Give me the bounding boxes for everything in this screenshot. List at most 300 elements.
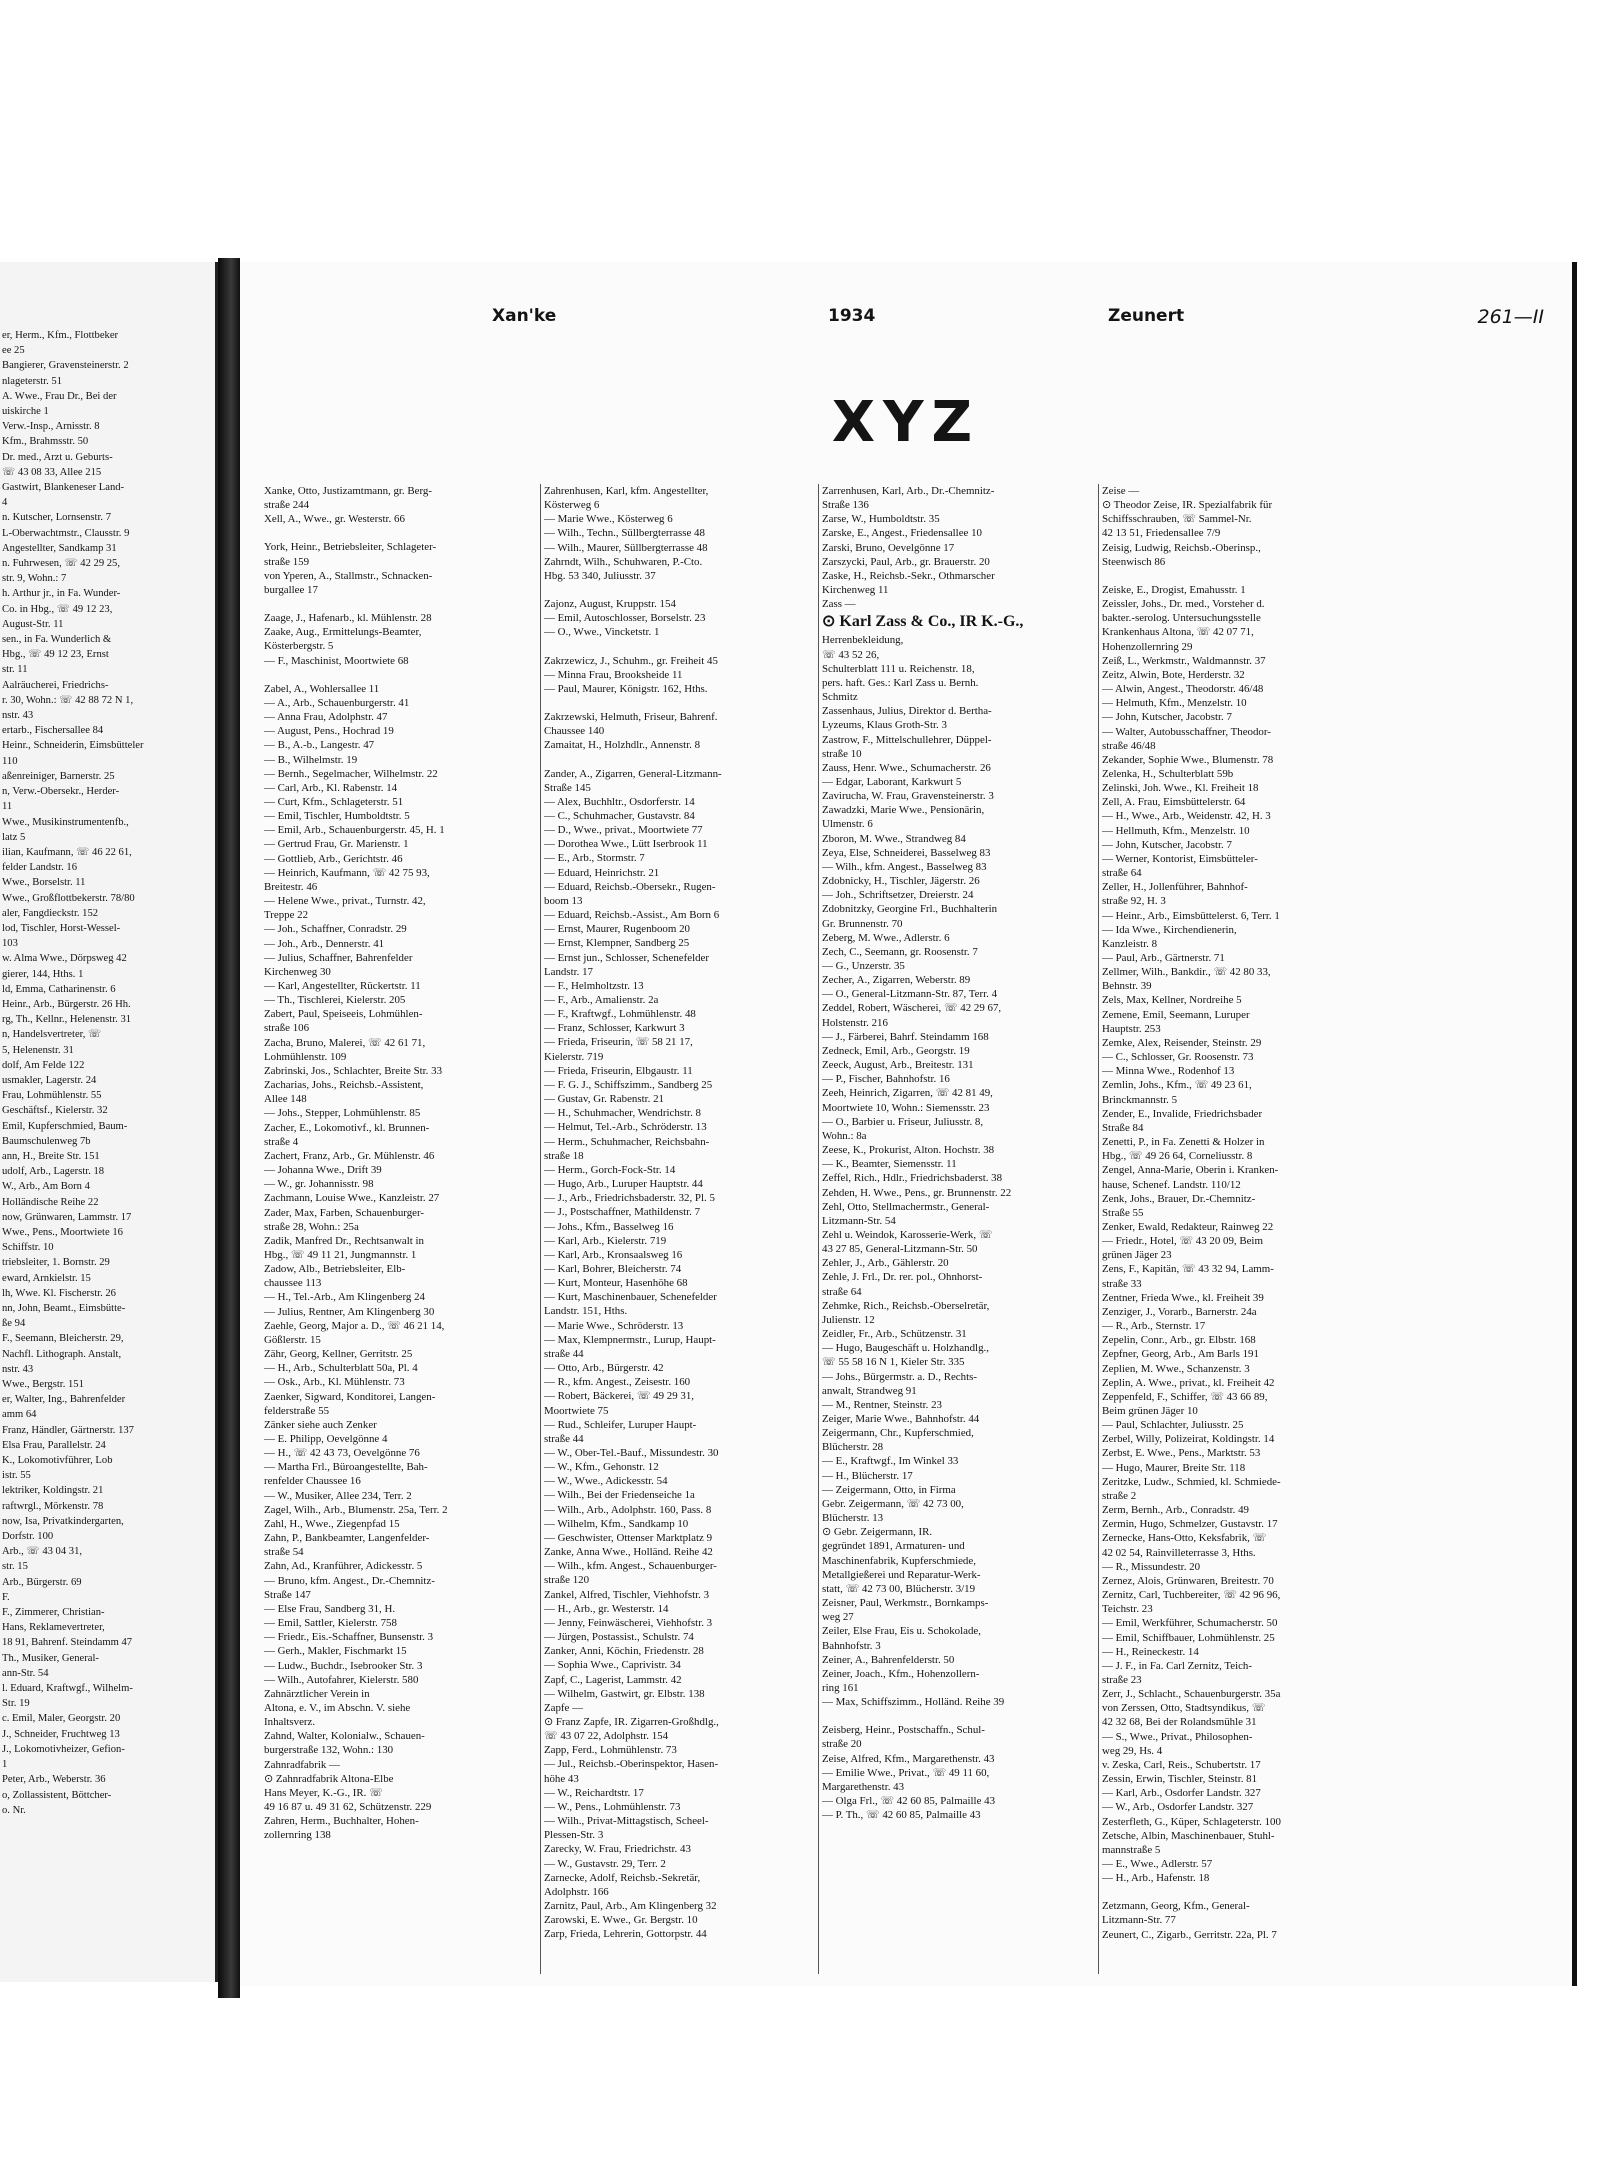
directory-entry-line: — O., General-Litzmann-Str. 87, Terr. 4 xyxy=(822,988,998,1001)
column-3 xyxy=(822,484,1092,1974)
directory-entry-line: Blücherstr. 13 xyxy=(822,1512,884,1525)
directory-entry-line: weg 29, Hs. 4 xyxy=(1102,1744,1163,1757)
directory-entry-line: Zeya, Else, Schneiderei, Basselweg 83 xyxy=(822,846,991,859)
previous-page-line: K., Lokomotivführer, Lob xyxy=(2,1455,113,1467)
previous-page-line: Holländische Reihe 22 xyxy=(2,1196,99,1208)
directory-entry-line: Kösterbergstr. 5 xyxy=(264,640,334,653)
previous-page-line: n, Verw.-Obersekr., Herder- xyxy=(2,786,120,798)
directory-entry-line: — H., Reineckestr. 14 xyxy=(1102,1645,1199,1658)
directory-entry-line: Zecher, A., Zigarren, Weberstr. 89 xyxy=(822,974,971,987)
directory-entry-line: — W., Gustavstr. 29, Terr. 2 xyxy=(544,1857,666,1870)
directory-entry-line: straße 23 xyxy=(1102,1673,1142,1686)
directory-entry-line: Zehl, Otto, Stellmachermstr., General- xyxy=(822,1200,990,1213)
previous-page-line: Franz, Händler, Gärtnerstr. 137 xyxy=(2,1424,134,1436)
directory-entry-line: — Sophia Wwe., Caprivistr. 34 xyxy=(544,1659,681,1672)
directory-entry-line: — H., Schuhmacher, Wendrichstr. 8 xyxy=(544,1107,701,1120)
directory-entry-line: — Emil, Arb., Schauenburgerstr. 45, H. 1 xyxy=(264,824,445,837)
directory-entry-line: — Ludw., Buchdr., Isebrooker Str. 3 xyxy=(264,1659,423,1672)
directory-entry-line: Zahn, Ad., Kranführer, Adickesstr. 5 xyxy=(264,1560,423,1573)
directory-entry-line: — R., Missundestr. 20 xyxy=(1102,1560,1201,1573)
directory-entry-line: — Kurt, Maschinenbauer, Schenefelder xyxy=(544,1291,717,1304)
directory-entry-line: — H., Arb., Hafenstr. 18 xyxy=(1102,1872,1210,1885)
column-4 xyxy=(1102,484,1372,1974)
directory-entry-line: Zader, Max, Farben, Schauenburger- xyxy=(264,1206,425,1219)
directory-entry-line: straße 64 xyxy=(1102,867,1142,880)
previous-page-line: h. Arthur jr., in Fa. Wunder- xyxy=(2,588,121,600)
previous-page-line: ☏ 43 08 33, Allee 215 xyxy=(2,466,102,478)
directory-entry-line: — Hellmuth, Kfm., Menzelstr. 10 xyxy=(1102,824,1250,837)
previous-page-line: nstr. 43 xyxy=(2,1363,34,1375)
directory-entry-line: — Johs., Kfm., Basselweg 16 xyxy=(544,1220,674,1233)
directory-entry-line: Kösterweg 6 xyxy=(544,499,600,512)
directory-entry-line: Beim grünen Jäger 10 xyxy=(1102,1405,1198,1417)
directory-entry-line: Zeberg, M. Wwe., Adlerstr. 6 xyxy=(822,931,950,944)
directory-entry-line: Landstr. 151, Hths. xyxy=(544,1305,628,1318)
directory-entry-line: Zavirucha, W. Frau, Gravensteinerstr. 3 xyxy=(822,790,994,803)
directory-entry-line: Straße 136 xyxy=(822,499,869,512)
directory-entry-line: — F., Arb., Amalienstr. 2a xyxy=(544,994,659,1006)
previous-page-line: gierer, 144, Hths. 1 xyxy=(2,968,84,980)
directory-entry-line: — Ida Wwe., Kirchendienerin, xyxy=(1102,923,1237,936)
previous-page-line: str. 11 xyxy=(2,664,28,676)
previous-page-line: usmakler, Lagerstr. 24 xyxy=(2,1074,97,1086)
header-year: 1934 xyxy=(828,306,876,326)
previous-page-line: nstr. 43 xyxy=(2,710,34,722)
directory-entry-line: Zass — xyxy=(822,598,856,611)
column-rule xyxy=(818,484,819,1974)
directory-entry-line: — Gustav, Gr. Rabenstr. 21 xyxy=(544,1093,664,1106)
directory-entry-line: — Wilh., Bei der Friedenseiche 1a xyxy=(544,1489,695,1502)
previous-page-line: felder Landstr. 16 xyxy=(2,862,78,874)
directory-entry-line: hause, Schenef. Landstr. 110/12 xyxy=(1102,1178,1241,1191)
directory-entry-line: — Emil, Autoschlosser, Borselstr. 23 xyxy=(544,612,706,625)
directory-entry-line: Bahnhofstr. 3 xyxy=(822,1639,881,1652)
directory-entry-line: Breitestr. 46 xyxy=(264,880,318,893)
directory-entry-line: Zeiger, Marie Wwe., Bahnhofstr. 44 xyxy=(822,1413,980,1425)
directory-entry-line: zollernring 138 xyxy=(264,1829,331,1842)
previous-page-line: ann, H., Breite Str. 151 xyxy=(2,1150,100,1162)
directory-entry-line xyxy=(1102,569,1372,583)
directory-entry-line: — K., Beamter, Siemensstr. 11 xyxy=(822,1158,957,1171)
directory-entry-line: Zens, F., Kapitän, ☏ 43 32 94, Lamm- xyxy=(1102,1263,1274,1276)
directory-entry-line: — Johs., Stepper, Lohmühlenstr. 85 xyxy=(264,1107,421,1120)
directory-entry-line: Zahl, H., Wwe., Ziegenpfad 15 xyxy=(264,1517,400,1530)
directory-entry-line: Inhaltsverz. xyxy=(264,1716,316,1729)
directory-entry-line: — Walter, Autobusschaffner, Theodor- xyxy=(1102,725,1271,738)
directory-entry-line: Zähr, Georg, Kellner, Gerritstr. 25 xyxy=(264,1348,413,1361)
previous-page-line: n, Handelsvertreter, ☏ xyxy=(2,1029,102,1041)
directory-entry-line: — Frieda, Friseurin, ☏ 58 21 17, xyxy=(544,1036,693,1049)
previous-page-line: er, Walter, Ing., Bahrenfelder xyxy=(2,1394,126,1406)
directory-entry-line: — Emil, Schiffbauer, Lohmühlenstr. 25 xyxy=(1102,1631,1275,1644)
directory-entry-line: straße 159 xyxy=(264,555,310,568)
directory-entry-line: — R., Arb., Sternstr. 17 xyxy=(1102,1320,1206,1333)
directory-entry-line: Plessen-Str. 3 xyxy=(544,1829,604,1842)
directory-entry-line: — Wilh., Techn., Süllbergterrasse 48 xyxy=(544,527,705,540)
directory-entry-line: Zachmann, Louise Wwe., Kanzleistr. 27 xyxy=(264,1192,440,1205)
directory-entry-line: Zenetti, P., in Fa. Zenetti & Holzer in xyxy=(1102,1136,1265,1149)
directory-entry-line: Zamaitat, H., Holzhdlr., Annenstr. 8 xyxy=(544,739,701,752)
directory-entry-line: — Th., Tischlerei, Kielerstr. 205 xyxy=(264,994,406,1007)
directory-entry-line: — John, Kutscher, Jacobstr. 7 xyxy=(1102,711,1232,724)
directory-entry-line: Zagel, Wilh., Arb., Blumenstr. 25a, Terr. 2 xyxy=(264,1503,448,1516)
directory-entry-line: — Karl, Angestellter, Rückertstr. 11 xyxy=(264,980,421,992)
directory-entry-line: Zdobnicky, H., Tischler, Jägerstr. 26 xyxy=(822,875,980,888)
directory-entry-line: Zell, A. Frau, Eimsbüttelerstr. 64 xyxy=(1102,796,1246,809)
directory-entry-line: — August, Pens., Hochrad 19 xyxy=(264,725,394,738)
directory-entry-line: Zetsche, Albin, Maschinenbauer, Stuhl- xyxy=(1102,1829,1275,1842)
directory-entry-line: Zenker, Ewald, Redakteur, Rainweg 22 xyxy=(1102,1220,1274,1233)
directory-entry-line: ⊙ Zahnradfabrik Altona-Elbe xyxy=(264,1772,394,1785)
directory-entry-line: — Carl, Arb., Kl. Rabenstr. 14 xyxy=(264,781,398,794)
directory-entry-line: Blücherstr. 28 xyxy=(822,1441,884,1454)
directory-entry-line: Litzmann-Str. 54 xyxy=(822,1214,896,1227)
directory-entry-line: — H., ☏ 42 43 73, Oevelgönne 76 xyxy=(264,1447,420,1460)
directory-entry-line: — Curt, Kfm., Schlageterstr. 51 xyxy=(264,795,404,808)
directory-entry-line: — O., Wwe., Vincketstr. 1 xyxy=(544,626,660,639)
previous-page-line: Dr. med., Arzt u. Geburts- xyxy=(2,451,113,463)
directory-entry-line: — Rud., Schleifer, Luruper Haupt- xyxy=(544,1418,697,1431)
previous-page-line: sen., in Fa. Wunderlich & xyxy=(2,634,112,646)
previous-page-line: A. Wwe., Frau Dr., Bei der xyxy=(2,390,117,402)
directory-entry-line: renfelder Chaussee 16 xyxy=(264,1475,361,1488)
directory-entry-line: Zeissler, Johs., Dr. med., Vorsteher d. xyxy=(1102,598,1265,611)
directory-entry-line: — Emil, Tischler, Humboldtstr. 5 xyxy=(264,810,410,823)
directory-entry-line: Zech, C., Seemann, gr. Roosenstr. 7 xyxy=(822,945,978,958)
directory-entry-line: — F. G. J., Schiffszimm., Sandberg 25 xyxy=(544,1078,713,1091)
directory-entry-line: Hans Meyer, K.-G., IR. ☏ xyxy=(264,1786,383,1799)
previous-page-line: o, Zollassistent, Böttcher- xyxy=(2,1789,112,1801)
directory-entry-line: — W., Pens., Lohmühlenstr. 73 xyxy=(544,1800,681,1813)
directory-entry-line: Hbg., ☏ 49 11 21, Jungmannstr. 1 xyxy=(264,1248,417,1261)
directory-entry-line: — Anna Frau, Adolphstr. 47 xyxy=(264,711,388,724)
directory-entry-line: Zernez, Alois, Grünwaren, Breitestr. 70 xyxy=(1102,1574,1274,1587)
directory-entry-line: Zerbel, Willy, Polizeirat, Koldingstr. 14 xyxy=(1102,1433,1275,1446)
directory-entry-line: — Wilhelm, Kfm., Sandkamp 10 xyxy=(544,1517,689,1530)
directory-entry-line: Zeisberg, Heinr., Postschaffn., Schul- xyxy=(822,1724,985,1737)
directory-entry-line: — Martha Frl., Büroangestellte, Bah- xyxy=(264,1461,428,1474)
directory-entry-line: — Marie Wwe., Kösterweg 6 xyxy=(544,513,673,526)
previous-page-line: Co. in Hbg., ☏ 49 12 23, xyxy=(2,603,113,615)
directory-entry-line: ☏ 43 07 22, Adolphstr. 154 xyxy=(544,1730,669,1743)
directory-entry-line: — Helmut, Tel.-Arb., Schröderstr. 13 xyxy=(544,1121,707,1134)
previous-page-line: Nachfl. Lithograph. Anstalt, xyxy=(2,1348,122,1360)
directory-entry-line: Hbg. 53 340, Juliusstr. 37 xyxy=(544,569,656,582)
directory-entry-line: — O., Barbier u. Friseur, Juliusstr. 8, xyxy=(822,1115,984,1128)
previous-page-line: ertarb., Fischersallee 84 xyxy=(2,725,104,737)
directory-entry-line: Altona, e. V., im Abschn. V. siehe xyxy=(264,1701,411,1714)
previous-page-line: dolf, Am Felde 122 xyxy=(2,1059,85,1071)
directory-entry-line: — Wilh., Arb., Adolphstr. 160, Pass. 8 xyxy=(544,1503,712,1516)
directory-entry-line xyxy=(544,640,814,654)
directory-entry-line: — Robert, Bäckerei, ☏ 49 29 31, xyxy=(544,1390,695,1403)
directory-entry-line: Zentner, Frieda Wwe., kl. Freiheit 39 xyxy=(1102,1291,1264,1304)
directory-entry-line: Metallgießerei und Reparatur-Werk- xyxy=(822,1568,981,1581)
previous-page-line: J., Schneider, Fruchtweg 13 xyxy=(2,1728,120,1740)
previous-page-line: o. Nr. xyxy=(2,1804,26,1816)
previous-page-line: latz 5 xyxy=(2,831,26,843)
directory-entry-line: — Hugo, Baugeschäft u. Holzhandlg., xyxy=(822,1342,989,1355)
directory-entry-line: — Bernh., Segelmacher, Wilhelmstr. 22 xyxy=(264,767,438,780)
directory-entry-line: — F., Maschinist, Moortwiete 68 xyxy=(264,654,409,667)
directory-entry-line: Allee 148 xyxy=(264,1093,307,1106)
running-header xyxy=(260,306,1552,336)
directory-entry-line: gegründet 1891, Armaturen- und xyxy=(822,1540,965,1553)
directory-entry-line: Zajonz, August, Kruppstr. 154 xyxy=(544,598,676,611)
directory-entry-line: — Jenny, Feinwäscherei, Viehhofstr. 3 xyxy=(544,1616,713,1629)
previous-page-line: ße 94 xyxy=(2,1318,26,1330)
previous-page-line: Aalräucherei, Friedrichs- xyxy=(2,679,109,691)
directory-entry-line: — Alex, Buchhltr., Osdorferstr. 14 xyxy=(544,795,695,808)
directory-entry-line: Zeritzke, Ludw., Schmied, kl. Schmiede- xyxy=(1102,1475,1281,1488)
directory-entry-line: Zawadzki, Marie Wwe., Pensionärin, xyxy=(822,804,985,817)
directory-entry-line: — Paul, Maurer, Königstr. 162, Hths. xyxy=(544,682,708,695)
directory-entry-line: Kirchenweg 11 xyxy=(822,584,889,597)
directory-entry-line: Zboron, M. Wwe., Strandweg 84 xyxy=(822,832,966,845)
directory-entry-line: — P., Fischer, Bahnhofstr. 16 xyxy=(822,1073,950,1086)
directory-entry-line: — Zeigermann, Otto, in Firma xyxy=(822,1483,956,1496)
directory-entry-line: Krankenhaus Altona, ☏ 42 07 71, xyxy=(1102,626,1254,639)
directory-entry-line: straße 20 xyxy=(822,1738,862,1751)
directory-entry-line: Zerm, Bernh., Arb., Conradstr. 49 xyxy=(1102,1504,1250,1517)
previous-page-line: lod, Tischler, Horst-Wessel- xyxy=(2,922,121,934)
directory-entry-line: Zepelin, Conr., Arb., gr. Elbstr. 168 xyxy=(1102,1334,1256,1347)
directory-entry-line: Zarecky, W. Frau, Friedrichstr. 43 xyxy=(544,1843,691,1856)
directory-entry-line: Kirchenweg 30 xyxy=(264,965,331,978)
directory-entry-line: — Ernst, Klempner, Sandberg 25 xyxy=(544,937,690,950)
directory-entry-line: Behnstr. 39 xyxy=(1102,980,1152,993)
directory-entry-line: — Eduard, Reichsb.-Assist., Am Born 6 xyxy=(544,909,720,922)
directory-entry-line: — Else Frau, Sandberg 31, H. xyxy=(264,1602,396,1615)
directory-entry-line: Treppe 22 xyxy=(264,909,309,922)
directory-entry-line: Gebr. Zeigermann, ☏ 42 73 00, xyxy=(822,1497,964,1510)
directory-entry-line: v. Zeska, Carl, Reis., Schubertstr. 17 xyxy=(1102,1758,1261,1771)
directory-entry-line: burgallee 17 xyxy=(264,583,318,596)
directory-entry-line: Zaehle, Georg, Major a. D., ☏ 46 21 14, xyxy=(264,1319,445,1332)
directory-entry-line xyxy=(264,597,534,611)
directory-entry-line: Zapfe — xyxy=(544,1701,584,1714)
directory-entry-line: — J., Arb., Friedrichsbaderstr. 32, Pl. 5 xyxy=(544,1192,715,1205)
directory-entry-line: — F., Kraftwgf., Lohmühlenstr. 48 xyxy=(544,1008,696,1021)
previous-page-line: aler, Fangdieckstr. 152 xyxy=(2,907,99,919)
directory-entry-line xyxy=(544,583,814,597)
directory-entry-line: Zarse, W., Humboldtstr. 35 xyxy=(822,513,940,526)
directory-entry-line xyxy=(1102,1885,1372,1899)
previous-page-line: triebsleiter, 1. Bornstr. 29 xyxy=(2,1257,110,1269)
directory-entry-line: Zeiner, A., Bahrenfelderstr. 50 xyxy=(822,1653,955,1666)
directory-entry-line: Wohn.: 8a xyxy=(822,1129,867,1142)
directory-entry-line: Zernitz, Carl, Tuchbereiter, ☏ 42 96 96, xyxy=(1102,1589,1281,1602)
directory-entry-line: — J., Färberei, Bahrf. Steindamm 168 xyxy=(822,1030,989,1043)
previous-page-line: 11 xyxy=(2,801,13,813)
directory-entry-line: — Kurt, Monteur, Hasenhöhe 68 xyxy=(544,1277,688,1290)
directory-entry-line: weg 27 xyxy=(822,1611,854,1624)
directory-entry-line: Zachert, Franz, Arb., Gr. Mühlenstr. 46 xyxy=(264,1149,435,1162)
directory-entry-line: — Marie Wwe., Schröderstr. 13 xyxy=(544,1319,684,1332)
directory-entry-line: Zekander, Sophie Wwe., Blumenstr. 78 xyxy=(1102,753,1274,766)
directory-columns xyxy=(264,484,1538,1974)
previous-page-line: F., Zimmerer, Christian- xyxy=(2,1607,105,1619)
directory-entry-line: straße 64 xyxy=(822,1285,862,1298)
directory-entry-line: straße 244 xyxy=(264,499,310,512)
previous-page-line: Heinr., Schneiderin, Eimsbütteler xyxy=(2,740,144,752)
directory-entry-line: Zesterfleth, G., Küper, Schlageterstr. 100 xyxy=(1102,1815,1281,1828)
directory-entry-line: straße 106 xyxy=(264,1022,310,1035)
previous-page-line: n. Kutscher, Lornsenstr. 7 xyxy=(2,512,112,524)
previous-page-line: ann-Str. 54 xyxy=(2,1667,49,1679)
previous-page-line: Hans, Reklamevertreter, xyxy=(2,1622,105,1634)
directory-entry-line: — Joh., Schriftsetzer, Dreierstr. 24 xyxy=(822,889,974,902)
directory-entry-line: — Friedr., Hotel, ☏ 43 20 09, Beim xyxy=(1102,1235,1263,1248)
directory-entry-line: chaussee 113 xyxy=(264,1277,322,1290)
directory-entry-line: — H., Arb., Schulterblatt 50a, Pl. 4 xyxy=(264,1362,418,1375)
directory-entry-line: Zenziger, J., Vorarb., Barnerstr. 24a xyxy=(1102,1305,1257,1318)
previous-page-line: ee 25 xyxy=(2,345,25,357)
directory-entry-line: — Wilh., kfm. Angest., Basselweg 83 xyxy=(822,860,987,873)
directory-entry-line: Zarski, Bruno, Oevelgönne 17 xyxy=(822,541,955,554)
directory-entry-line: — W., Arb., Osdorfer Landstr. 327 xyxy=(1102,1801,1254,1814)
directory-entry-line: Xell, A., Wwe., gr. Westerstr. 66 xyxy=(264,513,405,526)
directory-entry-line: Steenwisch 86 xyxy=(1102,555,1166,568)
directory-entry-line: Zeigermann, Chr., Kupferschmied, xyxy=(822,1427,974,1440)
directory-entry-line: Zander, A., Zigarren, General-Litzmann- xyxy=(544,767,722,780)
directory-entry-line: straße 46/48 xyxy=(1102,739,1156,752)
directory-entry-line: Zeiske, E., Drogist, Emahusstr. 1 xyxy=(1102,583,1246,596)
directory-entry-line: Zengel, Anna-Marie, Oberin i. Kranken- xyxy=(1102,1164,1279,1177)
directory-entry-line: Moortwiete 75 xyxy=(544,1404,609,1417)
directory-entry-line: Zehle, J. Frl., Dr. rer. pol., Ohnhorst- xyxy=(822,1271,983,1284)
directory-entry-line: Zeidler, Fr., Arb., Schützenstr. 31 xyxy=(822,1328,967,1341)
directory-entry-line: — Helene Wwe., privat., Turnstr. 42, xyxy=(264,895,426,908)
directory-entry-line: Kanzleistr. 8 xyxy=(1102,937,1158,950)
directory-entry-line: Zehler, J., Arb., Gählerstr. 20 xyxy=(822,1257,949,1270)
directory-entry-line xyxy=(544,753,814,767)
directory-entry-line: Zeplin, A. Wwe., privat., kl. Freiheit 42 xyxy=(1102,1376,1275,1389)
directory-entry-line: — B., A.-b., Langestr. 47 xyxy=(264,739,375,752)
previous-page-line: Heinr., Arb., Bürgerstr. 26 Hh. xyxy=(2,998,131,1010)
previous-page-line: w. Alma Wwe., Dörpsweg 42 xyxy=(2,953,127,965)
directory-entry-line: Zahnradfabrik — xyxy=(264,1758,340,1771)
directory-entry-line: — Franz, Schlosser, Karkwurt 3 xyxy=(544,1022,685,1035)
previous-page-line: Geschäftsf., Kielerstr. 32 xyxy=(2,1105,108,1117)
directory-entry-line: — Alwin, Angest., Theodorstr. 46/48 xyxy=(1102,683,1264,696)
directory-entry-line: — F., Helmholtzstr. 13 xyxy=(544,979,644,992)
directory-entry-line: — B., Wilhelmstr. 19 xyxy=(264,753,358,766)
section-heading: XYZ xyxy=(831,390,981,455)
directory-entry-line: — Joh., Arb., Dennerstr. 41 xyxy=(264,937,385,950)
directory-entry-line: — Max, Schiffszimm., Holländ. Reihe 39 xyxy=(822,1696,1005,1709)
directory-entry-line: ring 161 xyxy=(822,1681,859,1694)
directory-entry-line: — E., Kraftwgf., Im Winkel 33 xyxy=(822,1455,959,1468)
directory-entry-line: Zakrzewski, Helmuth, Friseur, Bahrenf. xyxy=(544,711,718,724)
directory-entry-line: — D., Wwe., privat., Moortwiete 77 xyxy=(544,824,703,837)
directory-entry-line: — E. Philipp, Oevelgönne 4 xyxy=(264,1433,388,1445)
directory-entry-line: Zessin, Erwin, Tischler, Steinstr. 81 xyxy=(1102,1773,1258,1786)
directory-entry-line: — Emil, Sattler, Kielerstr. 758 xyxy=(264,1617,397,1630)
directory-entry-line: Gr. Brunnenstr. 70 xyxy=(822,917,903,930)
directory-entry-line: straße 4 xyxy=(264,1135,299,1148)
previous-page-line: r. 30, Wohn.: ☏ 42 88 72 N 1, xyxy=(2,694,134,706)
directory-entry-line: Zeitz, Alwin, Bote, Herderstr. 32 xyxy=(1102,668,1245,681)
directory-entry-line: felderstraße 55 xyxy=(264,1404,330,1417)
directory-entry-line: Holstenstr. 216 xyxy=(822,1016,888,1029)
directory-entry-line: Zadow, Alb., Betriebsleiter, Elb- xyxy=(264,1263,406,1276)
previous-page-line: Arb., Bürgerstr. 69 xyxy=(2,1576,82,1588)
column-2 xyxy=(544,484,814,1974)
directory-entry-line: Zehden, H. Wwe., Pens., gr. Brunnenstr. 22 xyxy=(822,1186,1012,1199)
directory-entry-line: Straße 147 xyxy=(264,1588,311,1601)
directory-entry-line: — Osk., Arb., Kl. Mühlenstr. 73 xyxy=(264,1376,405,1389)
directory-entry-line: Zarrenhusen, Karl, Arb., Dr.-Chemnitz- xyxy=(822,485,995,497)
previous-page-line: Kfm., Brahmsstr. 50 xyxy=(2,436,89,448)
directory-entry-line: Zeese, K., Prokurist, Alton. Hochstr. 38 xyxy=(822,1144,995,1157)
previous-page-line: rg, Th., Kellnr., Helenenstr. 31 xyxy=(2,1014,132,1026)
previous-page-line: Peter, Arb., Weberstr. 36 xyxy=(2,1774,106,1786)
directory-entry-line: Straße 84 xyxy=(1102,1121,1144,1134)
directory-entry-line: — Max, Klempnermstr., Lurup, Haupt- xyxy=(544,1333,716,1346)
directory-entry-line: Zarp, Frieda, Lehrerin, Gottorpstr. 44 xyxy=(544,1928,707,1941)
directory-entry-line: — W., Wwe., Adickesstr. 54 xyxy=(544,1475,668,1488)
directory-entry-line: — Eduard, Heinrichstr. 21 xyxy=(544,866,660,879)
directory-entry-line: — Werner, Kontorist, Eimsbütteler- xyxy=(1102,852,1258,865)
directory-entry-line: Zahrndt, Wilh., Schuhwaren, P.-Cto. xyxy=(544,555,703,568)
directory-entry-line: — Paul, Schlachter, Juliusstr. 25 xyxy=(1102,1419,1244,1432)
directory-entry-line: Zender, E., Invalide, Friedrichsbader xyxy=(1102,1107,1263,1120)
directory-entry-line: straße 44 xyxy=(544,1432,584,1445)
directory-entry-line: Zapp, Ferd., Lohmühlenstr. 73 xyxy=(544,1744,677,1757)
previous-page-line: udolf, Arb., Lagerstr. 18 xyxy=(2,1166,105,1178)
directory-entry-line: — W., Ober-Tel.-Bauf., Missundestr. 30 xyxy=(544,1447,719,1459)
directory-entry-line: — Wilh., Privat-Mittagstisch, Scheel- xyxy=(544,1815,709,1828)
previous-page-line: 5, Helenenstr. 31 xyxy=(2,1044,74,1056)
directory-entry-line: Brinckmannstr. 5 xyxy=(1102,1093,1178,1106)
directory-entry-line: Maschinenfabrik, Kupferschmiede, xyxy=(822,1554,976,1567)
directory-entry-line: Zaage, J., Hafenarb., kl. Mühlenstr. 28 xyxy=(264,612,432,625)
directory-entry-line: Zaake, Aug., Ermittelungs-Beamter, xyxy=(264,626,422,639)
previous-page-line: str. 15 xyxy=(2,1561,28,1573)
directory-entry-line: Zadik, Manfred Dr., Rechtsanwalt in xyxy=(264,1234,424,1247)
previous-page-line: c. Emil, Maler, Georgstr. 20 xyxy=(2,1713,121,1725)
directory-entry-line: — Jürgen, Postassist., Schulstr. 74 xyxy=(544,1631,694,1644)
directory-entry-line: Zastrow, F., Mittelschullehrer, Düppel- xyxy=(822,733,992,746)
previous-page-line: aßenreiniger, Barnerstr. 25 xyxy=(2,770,115,782)
previous-page-line: now, Isa, Privatkindergarten, xyxy=(2,1515,124,1527)
previous-page-line: ilian, Kaufmann, ☏ 46 22 61, xyxy=(2,846,132,858)
previous-page-text xyxy=(2,328,212,1818)
directory-entry-line: Zeiler, Else Frau, Eis u. Schokolade, xyxy=(822,1625,981,1638)
directory-entry-line xyxy=(822,1709,1092,1723)
directory-entry-line: Zerr, J., Schlacht., Schauenburgerstr. 35a xyxy=(1102,1688,1281,1701)
directory-entry-line: — Karl, Arb., Kronsaalsweg 16 xyxy=(544,1248,683,1261)
previous-page-line: Str. 19 xyxy=(2,1698,30,1710)
directory-entry-line: Zänker siehe auch Zenker xyxy=(264,1418,377,1431)
directory-entry-line: burgerstraße 132, Wohn.: 130 xyxy=(264,1744,394,1757)
directory-entry-line: — Heinrich, Kaufmann, ☏ 42 75 93, xyxy=(264,866,430,879)
previous-page-line: eward, Arnkielstr. 15 xyxy=(2,1272,91,1284)
directory-entry-line: 49 16 87 u. 49 31 62, Schützenstr. 229 xyxy=(264,1801,432,1814)
directory-entry-line: — H., Wwe., Arb., Weidenstr. 42, H. 3 xyxy=(1102,810,1271,823)
directory-entry-line: — H., Arb., gr. Westerstr. 14 xyxy=(544,1602,669,1615)
directory-entry-line: Zanke, Anna Wwe., Holländ. Reihe 42 xyxy=(544,1546,713,1559)
previous-page-line: Frau, Lohmühlenstr. 55 xyxy=(2,1090,102,1102)
directory-entry-line: — Julius, Rentner, Am Klingenberg 30 xyxy=(264,1305,435,1318)
directory-entry-line: — Helmuth, Kfm., Menzelstr. 10 xyxy=(1102,697,1247,710)
directory-entry-line: Zassenhaus, Julius, Direktor d. Bertha- xyxy=(822,705,992,718)
previous-page-line: Th., Musiker, General- xyxy=(2,1652,99,1664)
directory-entry-line: 42 02 54, Rainvilleterrasse 3, Hths. xyxy=(1102,1546,1256,1559)
directory-entry-line xyxy=(264,668,534,682)
directory-entry-line: — H., Tel.-Arb., Am Klingenberg 24 xyxy=(264,1291,425,1304)
